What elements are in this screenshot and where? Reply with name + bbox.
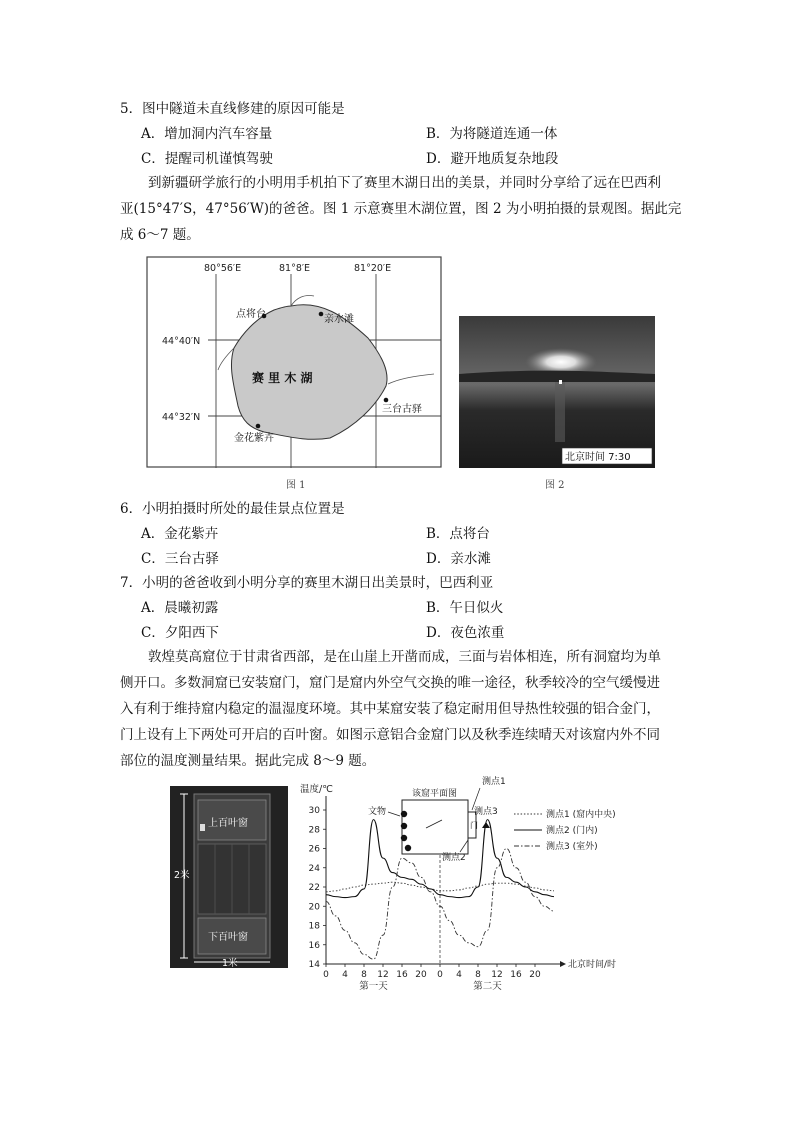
q7-option-d: D．夜色浓重 <box>426 625 505 641</box>
lat-label-2: 44°32′N <box>162 412 201 423</box>
legend-label-1: 测点1 (窟内中央) <box>546 810 616 820</box>
day2-label: 第二天 <box>473 981 502 992</box>
photo-time-label: 北京时间 7:30 <box>565 452 631 463</box>
q7-stem: 7．小明的爸爸收到小明分享的赛里木湖日出美景时，巴西利亚 <box>120 575 494 591</box>
place-dot-jinhuazihui <box>256 424 261 429</box>
intro1-line2: 亚(15°47′S，47°56′W)的爸爸。图 1 示意赛里木湖位置，图 2 为小明拍摄的景观图。据此完 <box>120 201 682 217</box>
place-dot-qinshuitan <box>319 312 324 317</box>
cave-plan-inset <box>368 775 506 863</box>
y-tick-label-2: 18 <box>308 921 320 932</box>
legend-label-3: 测点3 (室外) <box>546 842 598 852</box>
x-tick-label-11: 20 <box>529 970 541 980</box>
figure2-caption: 图 2 <box>545 480 565 491</box>
artifact-pointer <box>388 812 400 816</box>
lon-label-3: 81°20′E <box>354 263 392 274</box>
x-axis-arrow <box>560 961 566 967</box>
intro2-line2: 侧开口。多数洞窟已安装窟门，窟门是窟内外空气交换的唯一途径，秋季较冷的空气缓慢进 <box>120 675 660 691</box>
x-tick-label-4: 16 <box>396 970 408 980</box>
q6-option-c: C．三台古驿 <box>141 551 219 567</box>
x-tick-label-2: 8 <box>361 970 367 980</box>
y-tick-label-6: 26 <box>308 844 320 855</box>
inset-title: 该窟平面图 <box>412 789 458 799</box>
lon-label-2: 81°8′E <box>279 263 311 274</box>
x-tick-label-7: 4 <box>456 970 462 980</box>
x-tick-label-0: 0 <box>323 970 329 980</box>
q5-stem: 5．图中隧道未直线修建的原因可能是 <box>120 101 345 117</box>
inset-point1-label: 测点1 <box>482 777 506 787</box>
legend-label-2: 测点2 (门内) <box>546 826 598 836</box>
y-tick-label-1: 16 <box>308 940 320 951</box>
q6-option-a: A．金花紫卉 <box>141 526 219 542</box>
intro2-line5: 部位的温度测量结果。据此完成 8～9 题。 <box>120 753 376 769</box>
artifact-mark-2 <box>401 823 407 829</box>
chart-legend <box>514 808 616 852</box>
inset-room <box>402 800 468 854</box>
y-tick-label-0: 14 <box>308 960 320 970</box>
figure2-photo <box>459 316 655 468</box>
figure1-map <box>146 256 442 470</box>
x-tick-label-1: 4 <box>342 970 348 980</box>
q7-option-a: A．晨曦初露 <box>141 600 219 616</box>
temperature-chart <box>296 774 632 998</box>
intro2-line3: 入有利于维持窟内稳定的温湿度环境。其中某窟安装了稳定耐用但导热性较强的铝合金门， <box>120 701 660 717</box>
lon-label-1: 80°56′E <box>204 263 242 274</box>
y-tick-label-8: 30 <box>308 806 320 816</box>
inset-door-label: 门 <box>470 821 478 830</box>
intro1-line1: 到新疆研学旅行的小明用手机拍下了赛里木湖日出的美景，并同时分享给了远在巴西利 <box>148 175 661 191</box>
artifact-mark-1 <box>401 811 407 817</box>
y-tick-label-7: 28 <box>308 825 320 836</box>
q5-option-d: D．避开地质复杂地段 <box>426 151 559 167</box>
y-tick-label-4: 22 <box>308 883 320 893</box>
artifact-mark-4 <box>405 845 411 851</box>
inset-point3-label: 测点3 <box>474 807 498 817</box>
day1-label: 第一天 <box>359 981 388 992</box>
inset-point2-label: 测点2 <box>442 853 466 863</box>
x-tick-label-6: 0 <box>437 970 443 980</box>
x-tick-label-9: 12 <box>491 970 503 980</box>
place-dot-santaiguyi <box>384 398 389 403</box>
intro1-line3: 成 6～7 题。 <box>120 227 200 243</box>
lat-label-1: 44°40′N <box>162 336 201 347</box>
intro2-line1: 敦煌莫高窟位于甘肃省西部，是在山崖上开凿而成，三面与岩体相连，所有洞窟均为单 <box>148 649 661 665</box>
door-top-label: 上百叶窗 <box>208 818 248 829</box>
inset-artifact-label: 文物 <box>368 807 387 817</box>
x-tick-label-3: 12 <box>377 970 389 980</box>
point3-marker <box>482 822 490 828</box>
q6-stem: 6．小明拍摄时所处的最佳景点位置是 <box>120 501 345 517</box>
figure1-caption: 图 1 <box>286 480 306 491</box>
place-jinhuazihui: 金花紫卉 <box>234 433 274 444</box>
y-axis-label: 温度/℃ <box>300 784 333 795</box>
place-dianjiangtai: 点将台 <box>236 309 266 320</box>
q5-option-a: A．增加洞内汽车容量 <box>141 126 273 142</box>
x-tick-label-10: 16 <box>510 970 522 980</box>
door-height-label: 2米 <box>174 870 190 881</box>
x-tick-label-8: 8 <box>475 970 481 980</box>
place-santaiguyi: 三台古驿 <box>382 404 422 415</box>
q7-option-c: C．夕阳西下 <box>141 625 219 641</box>
q6-option-d: D．亲水滩 <box>426 551 491 567</box>
y-tick-label-3: 20 <box>308 902 320 913</box>
q7-option-b: B．午日似火 <box>426 600 504 616</box>
x-tick-label-5: 20 <box>415 970 427 980</box>
door-width-label: 1米 <box>222 958 238 968</box>
y-tick-label-5: 24 <box>308 863 320 874</box>
artifact-mark-3 <box>401 835 407 841</box>
door-photo <box>170 786 288 968</box>
x-axis-label: 北京时间/时 <box>568 960 617 970</box>
door-bottom-label: 下百叶窗 <box>208 932 248 943</box>
place-qinshuitan: 亲水滩 <box>324 314 354 325</box>
q6-option-b: B．点将台 <box>426 526 490 542</box>
lake-label: 赛 里 木 湖 <box>252 371 313 385</box>
intro2-line4: 门上设有上下两处可开启的百叶窗。如图示意铝合金窟门以及秋季连续晴天对该窟内外不同 <box>120 727 660 743</box>
q5-option-c: C．提醒司机谨慎驾驶 <box>141 151 273 167</box>
q5-option-b: B．为将隧道连通一体 <box>426 126 558 142</box>
